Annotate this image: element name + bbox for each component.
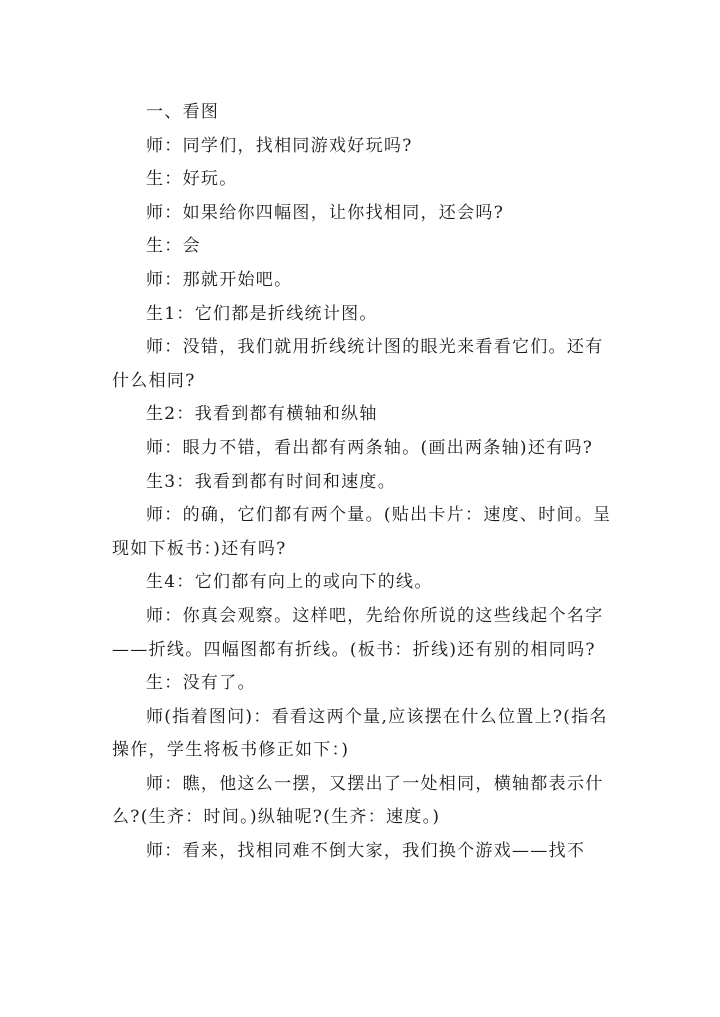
dialogue-paragraph: 生2：我看到都有横轴和纵轴: [146, 404, 378, 425]
dialogue-paragraph: 师：的确，它们都有两个量。(贴出卡片：速度、时间。呈现如下板书：)还有吗?: [112, 505, 612, 559]
dialogue-paragraph: 师(指着图问)：看看这两个量,应该摆在什么位置上?(指名操作，学生将板书修正如下：): [112, 706, 608, 761]
dialogue-paragraph: 师：那就开始吧。: [146, 269, 293, 290]
dialogue-paragraph: 师：如果给你四幅图，让你找相同，还会吗?: [146, 202, 505, 223]
dialogue-paragraph: 生3：我看到都有时间和速度。: [146, 471, 397, 492]
dialogue-paragraph: 师：同学们，找相同游戏好玩吗?: [146, 135, 413, 156]
document-body: [112, 96, 612, 869]
dialogue-paragraph: 师：瞧，他这么一摆，又摆出了一处相同，横轴都表示什么?(生齐：时间。)纵轴呢?(生齐：速度。): [112, 773, 604, 828]
dialogue-paragraph: 师：眼力不错，看出都有两条轴。(画出两条轴)还有吗?: [146, 437, 594, 458]
dialogue-paragraph: 师：你真会观察。这样吧，先给你所说的这些线起个名字——折线。四幅图都有折线。(板书：折线)还有别的相同吗?: [112, 605, 604, 660]
dialogue-paragraph: 师：看来，找相同难不倒大家，我们换个游戏——找不: [146, 841, 586, 862]
dialogue-paragraph: 生1：它们都是折线统计图。: [146, 303, 378, 324]
dialogue-paragraph: 生4：它们都有向上的或向下的线。: [146, 572, 433, 593]
dialogue-paragraph: 生：好玩。: [146, 169, 238, 190]
dialogue-paragraph: 生：会: [146, 236, 201, 257]
dialogue-paragraph: 师：没错，我们就用折线统计图的眼光来看看它们。还有什么相同?: [112, 337, 604, 391]
dialogue-paragraph: 生：没有了。: [146, 673, 256, 694]
section-heading: 一、看图: [146, 102, 220, 122]
